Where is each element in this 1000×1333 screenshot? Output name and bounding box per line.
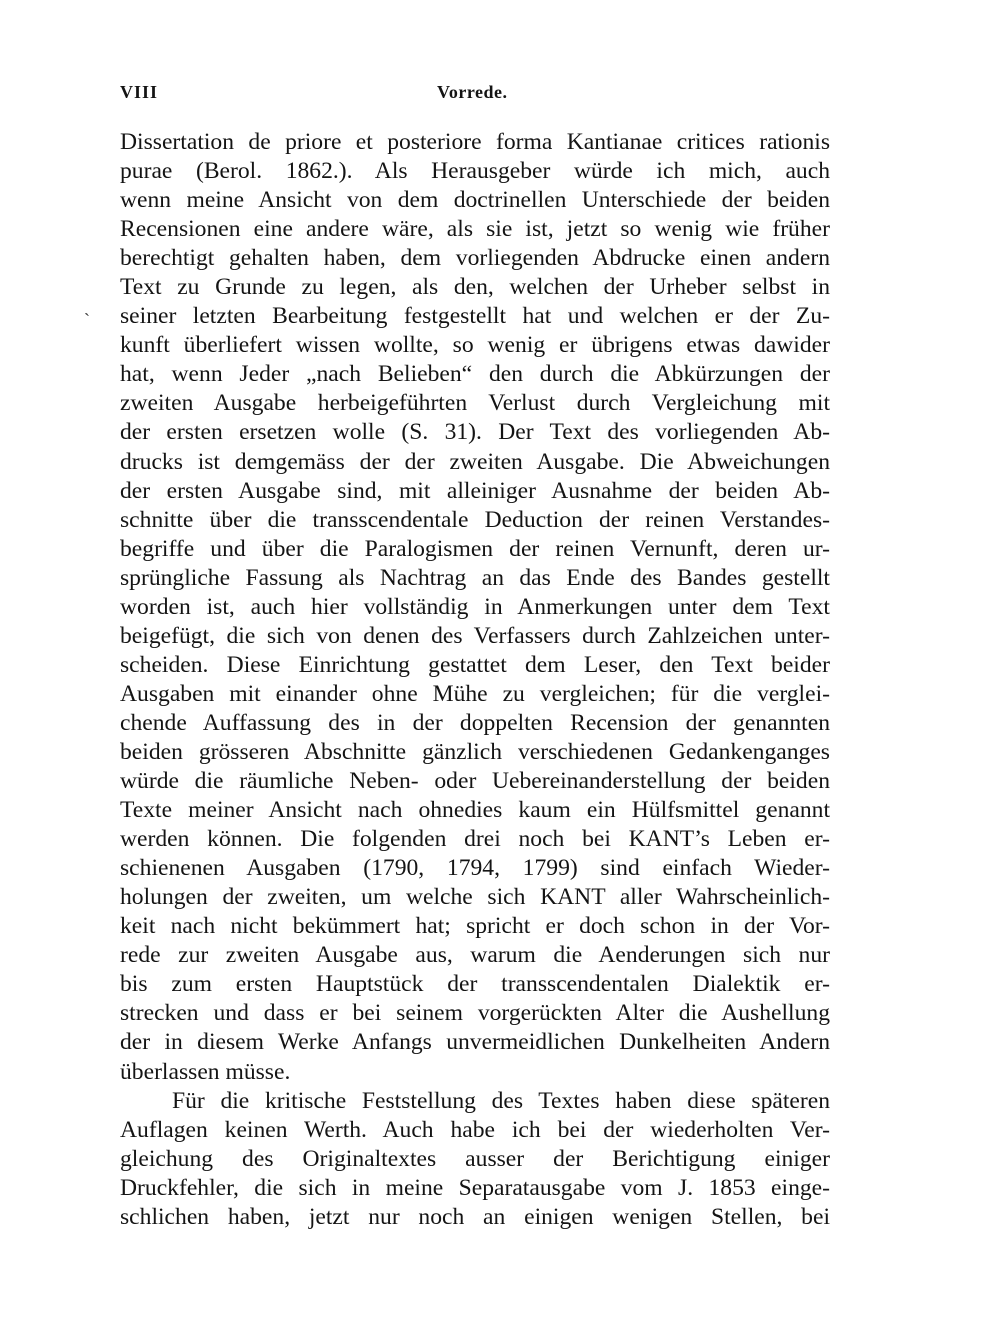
text-line: purae (Berol. 1862.). Als Herausgeber würde ich mich, auch — [120, 158, 830, 185]
text-line: chende Auffassung des in der doppelten Recension der genannten — [120, 709, 830, 736]
text-line: Recensionen eine andere wäre, als sie ist, jetzt so wenig wie früher — [120, 216, 830, 243]
margin-mark: ˎ — [84, 296, 90, 316]
text-line: Ausgaben mit einander ohne Mühe zu vergleichen; für die verglei- — [120, 680, 830, 707]
page-number: VIII — [120, 82, 159, 102]
paragraph-end-line: überlassen müsse. — [120, 1058, 291, 1085]
paragraph-start-line: Für die kritische Feststellung des Textes haben diese späteren — [172, 1087, 830, 1114]
text-line: schlichen haben, jetzt nur noch an einigen wenigen Stellen, bei — [120, 1203, 830, 1230]
text-line: drucks ist demgemäss der der zweiten Ausgabe. Die Abweichungen — [120, 448, 830, 475]
text-line: Texte meiner Ansicht nach ohnedies kaum ein Hülfsmittel genannt — [120, 797, 830, 824]
text-line: seiner letzten Bearbeitung festgestellt hat und welchen er der Zu- — [120, 303, 830, 330]
text-line: Text zu Grunde zu legen, als den, welchen der Urheber selbst in — [120, 274, 830, 301]
text-line: schienenen Ausgaben (1790, 1794, 1799) sind einfach Wieder- — [120, 855, 830, 882]
text-line: bis zum ersten Hauptstück der transscendentalen Dialektik er- — [120, 971, 830, 998]
text-line: beigefügt, die sich von denen des Verfassers durch Zahlzeichen unter- — [120, 622, 830, 649]
text-line: berechtigt gehalten haben, dem vorliegenden Abdrucke einen andern — [120, 245, 830, 272]
text-line: scheiden. Diese Einrichtung gestattet dem Leser, den Text beider — [120, 651, 830, 678]
text-line: kunft überliefert wissen wollte, so wenig er übrigens etwas dawider — [120, 332, 830, 359]
running-head — [120, 82, 830, 112]
text-line: sprüngliche Fassung als Nachtrag an das Ende des Bandes gestellt — [120, 564, 830, 591]
text-line: worden ist, auch hier vollständig in Anmerkungen unter dem Text — [120, 593, 830, 620]
text-line: zweiten Ausgabe herbeigeführten Verlust durch Vergleichung mit — [120, 390, 830, 417]
text-line: Dissertation de priore et posteriore forma Kantianae critices rationis — [120, 129, 830, 155]
text-line: würde die räumliche Neben- oder Uebereinanderstellung der beiden — [120, 768, 830, 795]
body-text — [120, 128, 830, 1232]
text-line: keit nach nicht bekümmert hat; spricht er doch schon in der Vor- — [120, 913, 830, 940]
text-line: der ersten Ausgabe sind, mit alleiniger Ausnahme der beiden Ab- — [120, 477, 830, 504]
text-line: rede zur zweiten Ausgabe aus, warum die Aenderungen sich nur — [120, 942, 830, 969]
running-title: Vorrede. — [437, 82, 508, 102]
text-line: holungen der zweiten, um welche sich KANT aller Wahrscheinlich- — [120, 884, 830, 911]
text-line: schnitte über die transscendentale Deduction der reinen Verstandes- — [120, 506, 830, 533]
text-line: der in diesem Werke Anfangs unvermeidlichen Dunkelheiten Andern — [120, 1029, 830, 1056]
text-line: der ersten ersetzen wolle (S. 31). Der Text des vorliegenden Ab- — [120, 419, 830, 446]
text-line: beiden grösseren Abschnitte gänzlich verschiedenen Gedankenganges — [120, 738, 830, 765]
text-line: gleichung des Originaltextes ausser der Berichtigung einiger — [120, 1145, 830, 1172]
text-line: hat, wenn Jeder „nach Belieben“ den durch die Abkürzungen der — [120, 361, 830, 388]
text-line: wenn meine Ansicht von dem doctrinellen Unterschiede der beiden — [120, 187, 830, 214]
text-line: Druckfehler, die sich in meine Separatausgabe vom J. 1853 einge- — [120, 1174, 830, 1201]
text-line: werden können. Die folgenden drei noch bei KANT’s Leben er- — [120, 826, 830, 853]
text-line: strecken und dass er bei seinem vorgerückten Alter die Aushellung — [120, 1000, 830, 1027]
text-line: Auflagen keinen Werth. Auch habe ich bei der wiederholten Ver- — [120, 1116, 830, 1143]
text-line: begriffe und über die Paralogismen der reinen Vernunft, deren ur- — [120, 535, 830, 562]
